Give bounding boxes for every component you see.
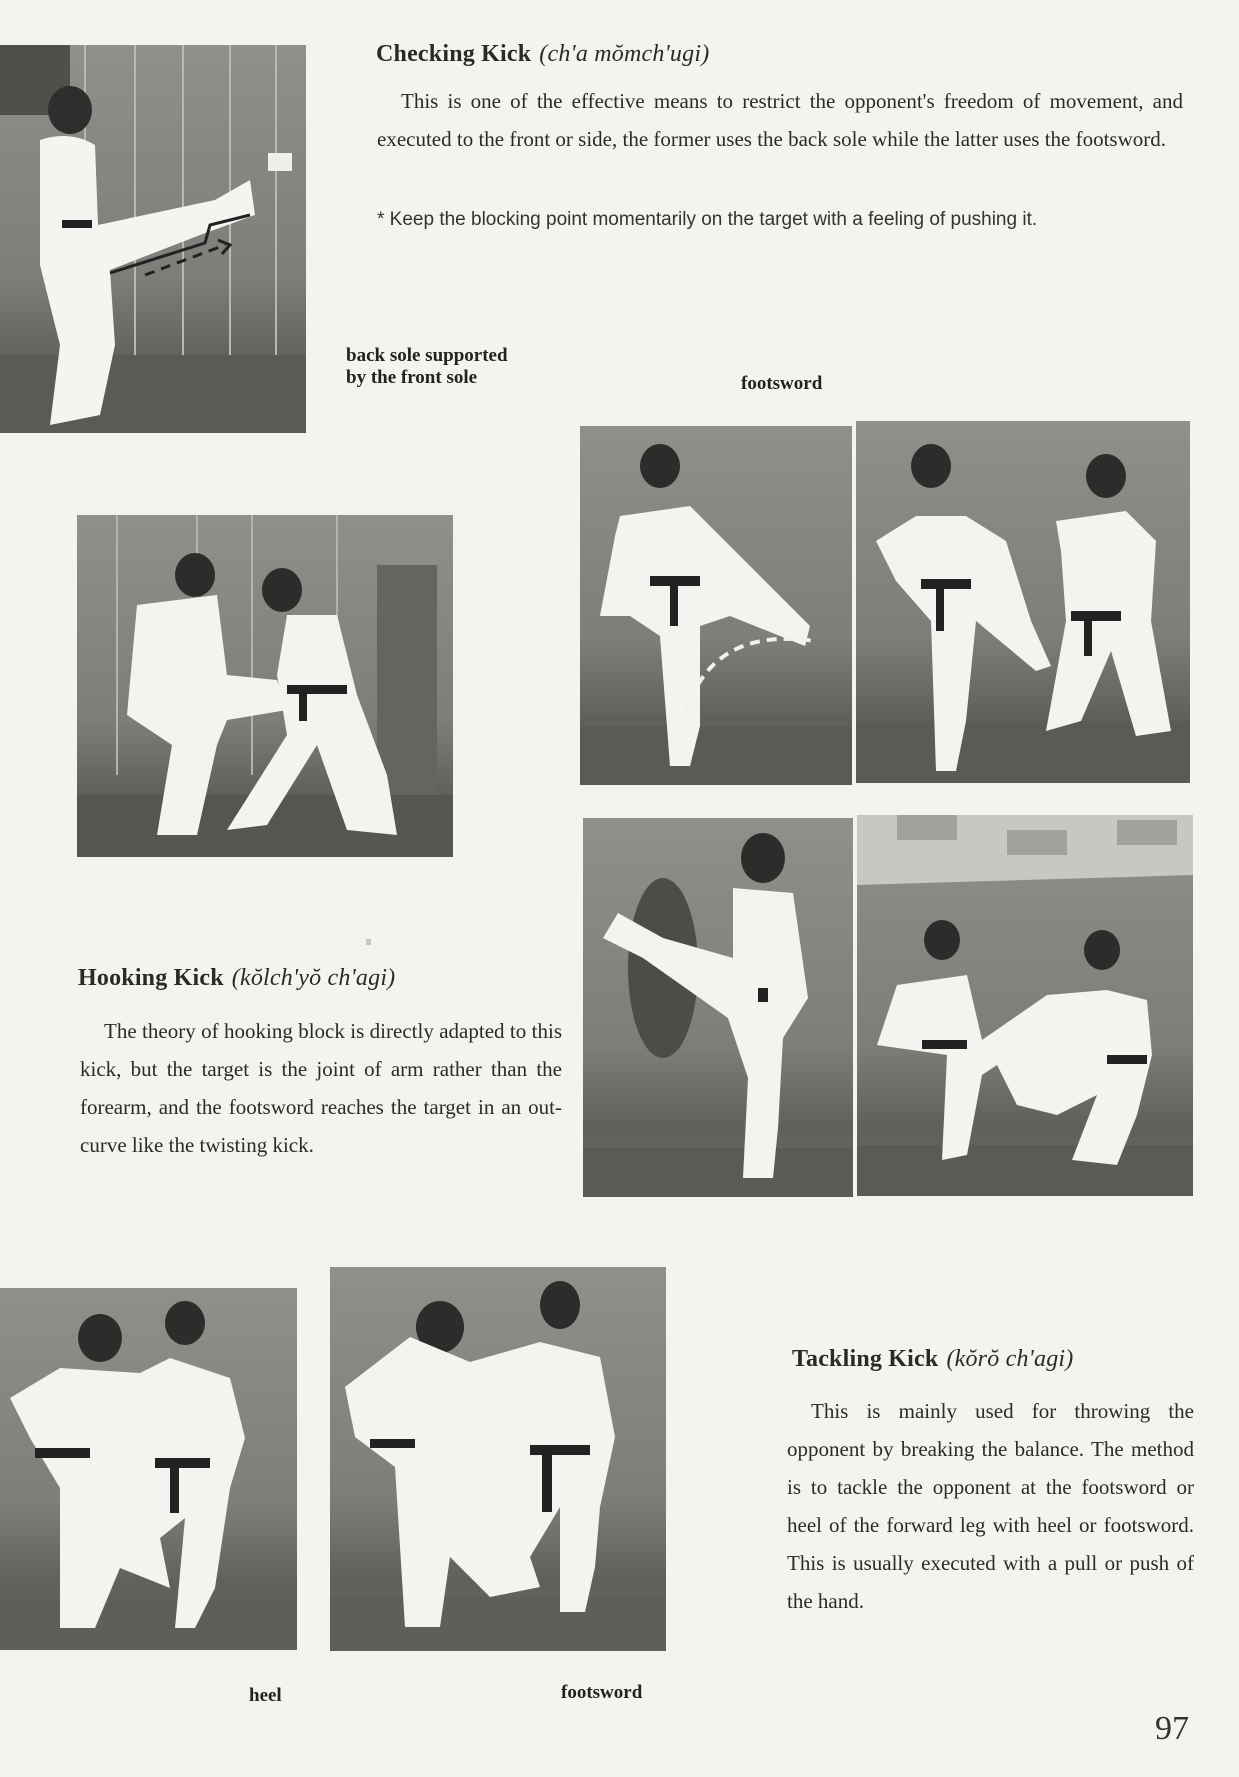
photo-footsword-solo: [580, 426, 852, 785]
figure-illustration: [857, 815, 1193, 1196]
heading-title: Checking Kick: [376, 41, 532, 67]
paragraph-tackling-kick: This is mainly used for throwing the opponent by breaking the balance. The method is to tackle the opponent at the footsword or heel of the forward leg with heel or footsword. This is usually executed with a pull or push of the hand.: [787, 1399, 1194, 1613]
print-speck: [366, 939, 371, 945]
photo-hooking-pair-2: [857, 815, 1193, 1196]
photo-hooking-pair: [77, 515, 453, 857]
note-checking-kick: * Keep the blocking point momentarily on the target with a feeling of pushing it.: [377, 209, 1038, 230]
photo-checking-kick-back-sole: [0, 45, 306, 433]
photo-tackling-heel: [0, 1288, 297, 1650]
photo-tackling-footsword: [330, 1267, 666, 1651]
heading-title: Hooking Kick: [78, 965, 224, 991]
figure-illustration: [856, 421, 1190, 783]
figure-illustration: [77, 515, 453, 857]
heading-tackling-kick: [792, 1346, 1073, 1373]
photo-hooking-solo: [583, 818, 853, 1197]
figure-illustration: [0, 1288, 297, 1650]
caption-footsword-top: footsword: [741, 373, 823, 394]
heading-checking-kick: [376, 41, 709, 68]
paragraph-checking-kick: This is one of the effective means to restrict the opponent's freedom of movement, and executed to the front or side, the former uses the back sole while the latter uses the footsword.: [377, 89, 1183, 151]
photo-footsword-pair: [856, 421, 1190, 783]
figure-illustration: [583, 818, 853, 1197]
heading-hooking-kick: [78, 965, 395, 992]
caption-heel: heel: [249, 1685, 282, 1706]
heading-romanization: (ch'a mŏmch'ugi): [539, 41, 710, 67]
heading-romanization: (kŏrŏ ch'agi): [946, 1346, 1074, 1372]
caption-footsword-bottom: footsword: [561, 1682, 643, 1703]
heading-romanization: (kŏlch'yŏ ch'agi): [231, 965, 396, 991]
figure-illustration: [580, 426, 852, 785]
heading-title: Tackling Kick: [792, 1346, 939, 1372]
figure-illustration: [0, 45, 306, 433]
figure-illustration: [330, 1267, 666, 1651]
page-number: 97: [1155, 1710, 1189, 1747]
caption-back-sole: back sole supported by the front sole: [346, 345, 508, 388]
paragraph-hooking-kick: The theory of hooking block is directly adapted to this kick, but the target is the joint of arm rather than the forearm, and the footsword reaches the target in an out-curve like the twisting kick.: [80, 1019, 562, 1157]
